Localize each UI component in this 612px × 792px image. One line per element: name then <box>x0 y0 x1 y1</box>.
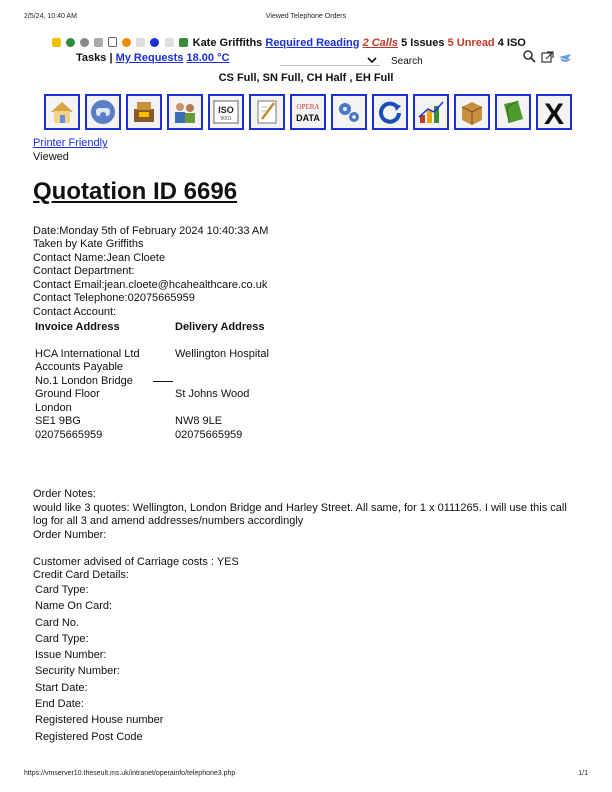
carriage-advised: Customer advised of Carriage costs : YES <box>33 555 239 568</box>
page-title: Quotation ID 6696 <box>33 178 238 205</box>
nav-icon-row <box>44 94 577 130</box>
order-notes-label: Order Notes: <box>33 488 96 500</box>
temperature-link[interactable]: 18.00 °C <box>186 52 230 64</box>
delivery-line: St Johns Wood <box>175 388 250 400</box>
quotation-date: Date:Monday 5th of February 2024 10:40:33 AM <box>33 225 269 237</box>
contact-telephone: Contact Telephone:02075665959 <box>33 292 195 304</box>
order-notes-section <box>33 488 581 583</box>
printer-friendly-link[interactable]: Printer Friendly <box>33 137 108 149</box>
invoice-line: Ground Floor <box>35 388 100 400</box>
staff-status-line: CS Full, SN Full, CH Half , EH Full <box>218 72 394 84</box>
people-icon[interactable] <box>167 94 203 130</box>
invoice-line: London <box>35 402 72 414</box>
calls-link[interactable]: 2 Calls <box>362 37 399 49</box>
home-icon[interactable] <box>44 94 80 130</box>
registered-house-number-label: Registered House number <box>35 714 164 727</box>
card-type-label: Card Type: <box>35 584 89 596</box>
chart-icon[interactable] <box>165 38 174 47</box>
star-icon[interactable] <box>52 38 61 47</box>
top-toolbar <box>52 36 572 51</box>
end-date-label: End Date: <box>35 698 84 711</box>
issues-count[interactable]: 5 Issues <box>401 37 445 49</box>
registered-post-code-label: Registered Post Code <box>35 730 143 743</box>
invoice-line: No.1 London Bridge <box>35 375 133 387</box>
invoice-line: 02075665959 <box>35 429 103 441</box>
contact-name: Contact Name:Jean Cloete <box>33 252 166 264</box>
toolbar-second-line <box>76 52 229 64</box>
required-reading-link[interactable]: Required Reading <box>265 37 360 49</box>
toolbar-separator: | <box>109 52 113 64</box>
print-url: https://vmserver10.theseult.ms.uk/intranet/operainfo/telephone3.php <box>24 770 236 777</box>
opera-data-icon[interactable] <box>290 94 326 130</box>
iso-label: ISO <box>506 37 526 49</box>
invoice-line: SE1 9BG <box>35 415 81 427</box>
delivery-line: NW8 9LE <box>175 415 223 427</box>
invoice-line: HCA International Ltd <box>35 348 140 360</box>
telephone-icon[interactable] <box>85 94 121 130</box>
start-date-label: Start Date: <box>35 681 88 694</box>
refresh-icon[interactable] <box>372 94 408 130</box>
gear-icon[interactable] <box>80 38 89 47</box>
magnifier-icon[interactable] <box>524 51 535 62</box>
my-requests-link[interactable]: My Requests <box>115 52 184 64</box>
order-number-label: Order Number: <box>33 528 107 541</box>
external-link-icon[interactable] <box>542 52 553 62</box>
logout-icon[interactable] <box>559 54 571 61</box>
document-icon[interactable] <box>108 37 117 47</box>
opera-icon-text: OPERA <box>296 103 320 111</box>
delivery-address-header: Delivery Address <box>175 321 265 333</box>
chevron-down-icon[interactable] <box>367 56 377 67</box>
card-type-label-2: Card Type: <box>35 632 89 645</box>
cash-register-icon[interactable] <box>126 94 162 130</box>
order-notes-text: would like 3 quotes: Wellington, London Bridge and Harley Street. All same, for 1 x 0111265. I will use this call log for all 3 and amend addresses/numbers accordingly <box>33 501 567 527</box>
iso-icon-subtext: 9001 <box>220 116 232 122</box>
contact-account: Contact Account: <box>33 306 117 318</box>
credit-card-fields <box>35 582 163 745</box>
print-page-count: 1/1 <box>578 770 588 777</box>
sales-chart-icon[interactable] <box>413 94 449 130</box>
print-timestamp: 2/5/24, 10:40 AM <box>24 13 77 20</box>
iso-9001-icon[interactable] <box>208 94 244 130</box>
card-number-label: Card No. <box>35 616 80 629</box>
contact-email: Contact Email:jean.cloete@hcahealthcare.co.uk <box>33 279 268 291</box>
chat-icon[interactable] <box>94 38 103 47</box>
globe-icon[interactable] <box>66 38 75 47</box>
info-icon[interactable] <box>150 38 159 47</box>
divider <box>153 381 173 382</box>
smiley-icon[interactable] <box>122 38 131 47</box>
delivery-line: 02075665959 <box>175 429 243 441</box>
opera-icon-subtext: DATA <box>296 113 320 123</box>
viewed-label: Viewed <box>33 151 69 163</box>
top-right-icons <box>523 50 573 67</box>
user-name: Kate Griffiths <box>192 37 263 49</box>
contact-department: Contact Department: <box>33 265 135 277</box>
search-button[interactable]: Search <box>391 56 423 67</box>
name-on-card-label: Name On Card: <box>35 600 113 613</box>
box-icon[interactable] <box>454 94 490 130</box>
gears-icon[interactable] <box>331 94 367 130</box>
notepad-icon[interactable] <box>249 94 285 130</box>
user-icon[interactable] <box>179 38 188 47</box>
wifi-icon[interactable] <box>136 38 145 47</box>
tasks-label[interactable]: Tasks <box>76 52 107 64</box>
print-page-title: Viewed Telephone Orders <box>265 13 347 20</box>
unread-count[interactable]: 5 Unread <box>447 37 495 49</box>
close-icon-glyph: X <box>543 98 565 127</box>
invoice-line: Accounts Payable <box>35 361 124 373</box>
book-icon[interactable] <box>495 94 531 130</box>
security-number-label: Security Number: <box>35 665 120 678</box>
search-dropdown[interactable] <box>280 64 380 66</box>
iso-tasks-count: 4 <box>497 37 504 49</box>
issue-number-label: Issue Number: <box>35 649 107 662</box>
iso-icon-text: ISO <box>218 105 234 115</box>
credit-card-label: Credit Card Details: <box>33 569 129 581</box>
taken-by: Taken by Kate Griffiths <box>33 238 144 250</box>
invoice-address-header: Invoice Address <box>35 321 120 333</box>
close-icon[interactable] <box>536 94 572 130</box>
delivery-line: Wellington Hospital <box>175 348 269 360</box>
